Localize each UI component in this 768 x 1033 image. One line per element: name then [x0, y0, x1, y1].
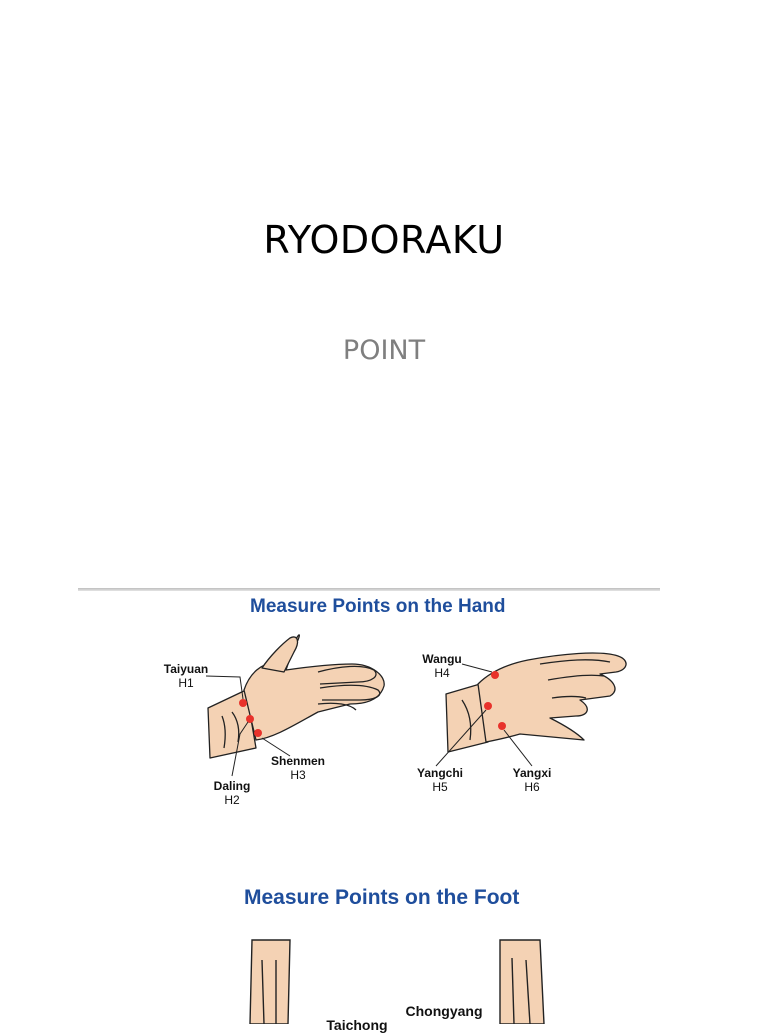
- hand-figure-heading: Measure Points on the Hand: [250, 596, 506, 617]
- point-label-wangu: [410, 652, 474, 680]
- point-label-yangxi: [500, 766, 564, 794]
- daling-point-marker: [246, 715, 254, 723]
- foot-figure-heading: Measure Points on the Foot: [244, 886, 520, 909]
- point-code: H6: [524, 780, 540, 794]
- shenmen-point-marker: [254, 729, 262, 737]
- foot-label-chongyang: [394, 1004, 494, 1018]
- yangxi-point-marker: [498, 722, 506, 730]
- point-code: H5: [432, 780, 448, 794]
- point-code: H4: [434, 666, 450, 680]
- point-name: Yangchi: [416, 766, 463, 780]
- point-name: Yangxi: [512, 766, 552, 780]
- point-name: Taichong: [326, 1017, 388, 1033]
- slide-title: RYODORAKU: [263, 218, 505, 262]
- point-code: H3: [290, 768, 306, 782]
- point-label-shenmen: [260, 754, 336, 782]
- point-name: Chongyang: [405, 1003, 483, 1019]
- left-hand-illustration: [208, 635, 384, 758]
- yangchi-point-marker: [484, 702, 492, 710]
- point-label-yangchi: [404, 766, 476, 794]
- point-name: Shenmen: [270, 754, 325, 768]
- point-code: H2: [224, 793, 240, 807]
- point-name: Wangu: [422, 652, 462, 666]
- wangu-point-marker: [491, 671, 499, 679]
- point-label-taiyuan: [154, 662, 218, 690]
- foot-label-taichong: [312, 1018, 402, 1032]
- taiyuan-point-marker: [239, 699, 247, 707]
- point-name: Taiyuan: [163, 662, 209, 676]
- point-label-daling: [200, 779, 264, 807]
- point-code: H1: [178, 676, 194, 690]
- point-name: Daling: [213, 779, 251, 793]
- slide-subtitle: POINT: [342, 335, 426, 366]
